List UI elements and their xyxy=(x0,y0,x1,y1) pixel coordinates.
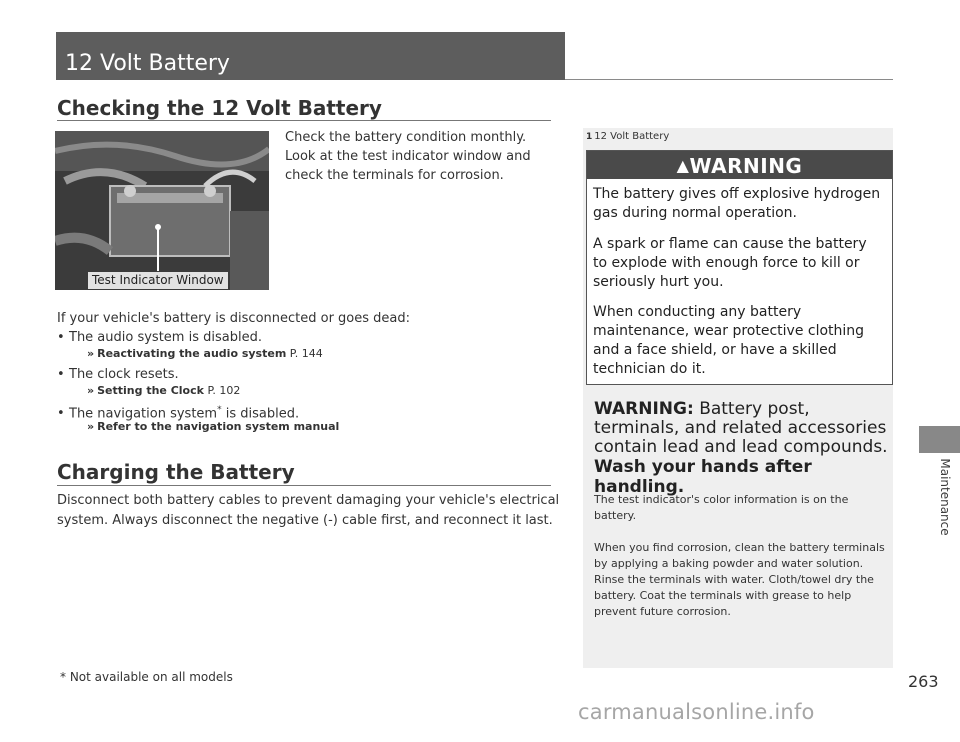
page-title: 12 Volt Battery xyxy=(56,32,565,80)
note-badge: 1 xyxy=(586,132,593,142)
watermark: carmanualsonline.info xyxy=(578,700,815,724)
section-tab-label: Maintenance xyxy=(938,458,952,536)
sidebar-note: When you find corrosion, clean the battery terminals by applying a baking powder and water solution. Rinse the terminals with water. Cloth/towel dry the battery. Coat the terminals with grease to help prevent future corrosion. xyxy=(594,541,885,618)
wash-hands-warning: Wash your hands after handling. xyxy=(594,457,812,497)
section-tab xyxy=(919,426,960,453)
warning-header: ▲WARNING xyxy=(587,151,892,179)
footnote: * Not available on all models xyxy=(60,670,233,684)
heading-divider xyxy=(57,120,551,121)
battery-photo xyxy=(55,131,269,290)
bullet-clock: • The clock resets. xyxy=(57,367,179,382)
reference-audio[interactable]: » Reactivating the audio system P. 144 xyxy=(87,347,323,360)
charging-text: Disconnect both battery cables to prevent damaging your vehicle's electrical system. Always disconnect the negative (-) cable first, and reconnect it last. xyxy=(57,493,560,528)
reference-clock[interactable]: » Setting the Clock P. 102 xyxy=(87,384,241,397)
page-number: 263 xyxy=(908,672,939,691)
bullet-navigation: • The navigation system* is disabled. xyxy=(57,405,300,422)
double-arrow-icon: » xyxy=(87,347,95,360)
reference-navigation[interactable]: » Refer to the navigation system manual xyxy=(87,420,340,433)
lead-warning: WARNING: Battery post, terminals, and related accessories contain lead and lead compounds. xyxy=(594,399,888,457)
charging-heading: Charging the Battery xyxy=(57,460,295,484)
warning-paragraph: When conducting any battery maintenance, wear protective clothing and a face shield, or have a skilled technician do it. xyxy=(593,304,865,377)
warning-paragraph: The battery gives off explosive hydrogen gas during normal operation. xyxy=(593,186,881,221)
disconnect-intro: If your vehicle's battery is disconnected or goes dead: xyxy=(57,311,411,326)
double-arrow-icon: » xyxy=(87,420,95,433)
sidebar-note: The test indicator's color information is on the battery. xyxy=(594,493,849,522)
warning-triangle-icon: ▲ xyxy=(676,156,690,175)
checking-heading: Checking the 12 Volt Battery xyxy=(57,96,382,120)
warning-paragraph: A spark or flame can cause the battery to explode with enough force to kill or seriously hurt you. xyxy=(593,236,867,290)
heading-divider xyxy=(57,485,551,486)
double-arrow-icon: » xyxy=(87,384,95,397)
sidebar-heading: 1 12 Volt Battery xyxy=(586,131,670,142)
header-divider xyxy=(565,79,893,80)
bullet-audio: • The audio system is disabled. xyxy=(57,330,262,345)
intro-text: Check the battery condition monthly. Look at the test indicator window and check the terminals for corrosion. xyxy=(285,130,531,183)
photo-callout-label: Test Indicator Window xyxy=(88,272,228,289)
